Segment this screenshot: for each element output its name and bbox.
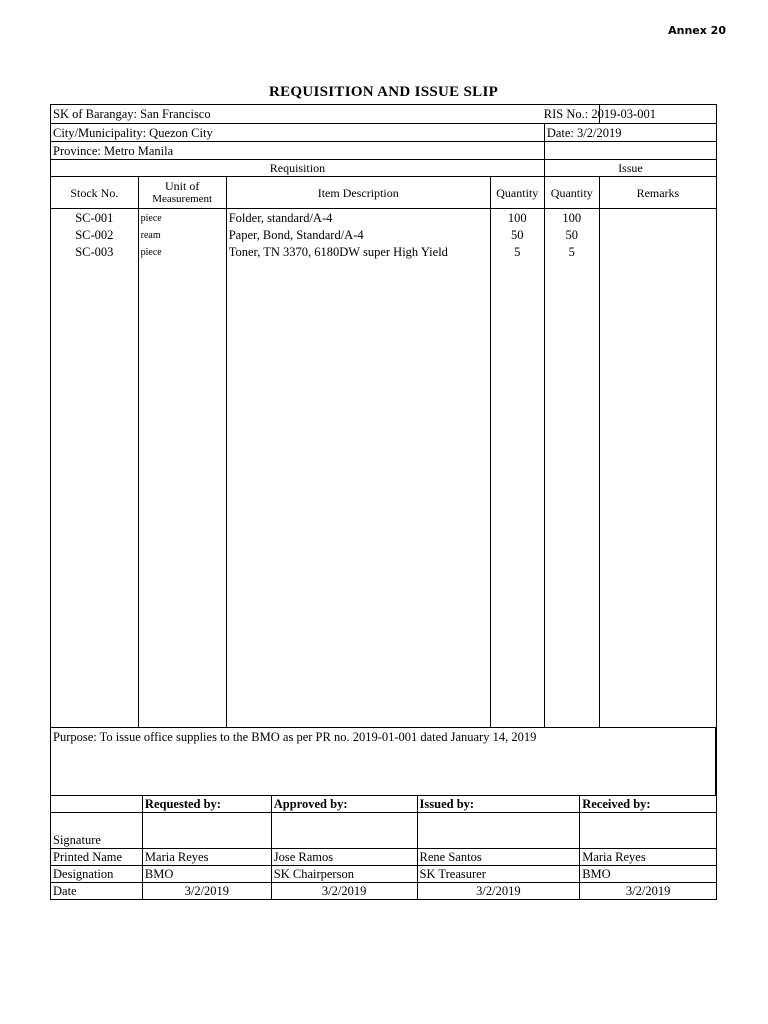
printed-name-received: Maria Reyes — [580, 849, 717, 866]
table-row-iss-qty: 100 — [562, 211, 582, 225]
form-date: Date: 3/2/2019 — [544, 124, 716, 142]
sk-barangay: SK of Barangay: San Francisco — [51, 105, 600, 124]
table-row-stock: SC-003 — [75, 245, 114, 259]
iss-qty-column — [544, 209, 599, 728]
col-req-quantity: Quantity — [490, 177, 544, 209]
printed-name-issued: Rene Santos — [417, 849, 580, 866]
table-row-stock: SC-002 — [75, 228, 114, 242]
ris-number-text: RIS No.: 2019-03-001 — [543, 107, 656, 121]
remarks-column — [599, 209, 716, 728]
form-title: REQUISITION AND ISSUE SLIP — [268, 84, 499, 100]
signature-issued — [417, 813, 580, 849]
table-row-iss-qty: 5 — [568, 245, 575, 259]
issued-by-header: Issued by: — [417, 796, 580, 813]
table-row-req-qty: 5 — [514, 245, 521, 259]
issue-section: Issue — [544, 160, 716, 177]
col-stock-no: Stock No. — [51, 177, 139, 209]
printed-name-approved: Jose Ramos — [271, 849, 417, 866]
approved-by-header: Approved by: — [271, 796, 417, 813]
purpose-text: Purpose: To issue office supplies to the BMO as per PR no. 2019-01-001 dated January 14, 2019 — [51, 728, 717, 796]
requisition-table — [50, 104, 717, 728]
col-unit-line2: Measurement — [152, 192, 213, 205]
date-received: 3/2/2019 — [580, 883, 717, 900]
province-blank — [544, 142, 716, 160]
table-row-unit: piece — [140, 213, 162, 224]
req-qty-column — [490, 209, 544, 728]
table-row-stock: SC-001 — [75, 211, 114, 225]
table-row-desc: Folder, standard/A-4 — [228, 211, 333, 225]
ris-number — [543, 105, 716, 124]
signature-approved — [271, 813, 417, 849]
table-row-req-qty: 50 — [511, 228, 524, 242]
date-approved: 3/2/2019 — [271, 883, 417, 900]
signature-label: Signature — [51, 813, 143, 849]
stock-column — [51, 209, 139, 728]
table-row-desc: Toner, TN 3370, 6180DW super High Yield — [228, 245, 448, 259]
date-issued: 3/2/2019 — [417, 883, 580, 900]
signature-received — [580, 813, 717, 849]
requested-by-header: Requested by: — [142, 796, 271, 813]
designation-requested: BMO — [142, 866, 271, 883]
date-requested: 3/2/2019 — [142, 883, 271, 900]
purpose-table — [50, 727, 717, 796]
requisition-section: Requisition — [51, 160, 545, 177]
province: Province: Metro Manila — [51, 142, 545, 160]
designation-received: BMO — [580, 866, 717, 883]
col-unit-line1: Unit of — [165, 178, 200, 193]
designation-label: Designation — [51, 866, 143, 883]
signatory-blank — [51, 796, 143, 813]
designation-approved: SK Chairperson — [271, 866, 417, 883]
date-label: Date — [51, 883, 143, 900]
description-column — [226, 209, 490, 728]
table-row-desc: Paper, Bond, Standard/A-4 — [228, 228, 364, 242]
col-unit — [138, 177, 226, 209]
printed-name-label: Printed Name — [51, 849, 143, 866]
table-row-unit: piece — [140, 247, 162, 258]
received-by-header: Received by: — [580, 796, 717, 813]
col-item-description: Item Description — [226, 177, 490, 209]
signature-requested — [142, 813, 271, 849]
annex-label: Annex 20 — [668, 24, 726, 37]
printed-name-requested: Maria Reyes — [142, 849, 271, 866]
table-row-unit: ream — [140, 230, 161, 241]
table-row-req-qty: 100 — [507, 211, 527, 225]
col-remarks: Remarks — [599, 177, 716, 209]
city-municipality: City/Municipality: Quezon City — [51, 124, 545, 142]
col-iss-quantity: Quantity — [544, 177, 599, 209]
designation-issued: SK Treasurer — [417, 866, 580, 883]
table-row-iss-qty: 50 — [565, 228, 579, 242]
signatories-table — [50, 795, 717, 900]
unit-column — [138, 209, 226, 728]
